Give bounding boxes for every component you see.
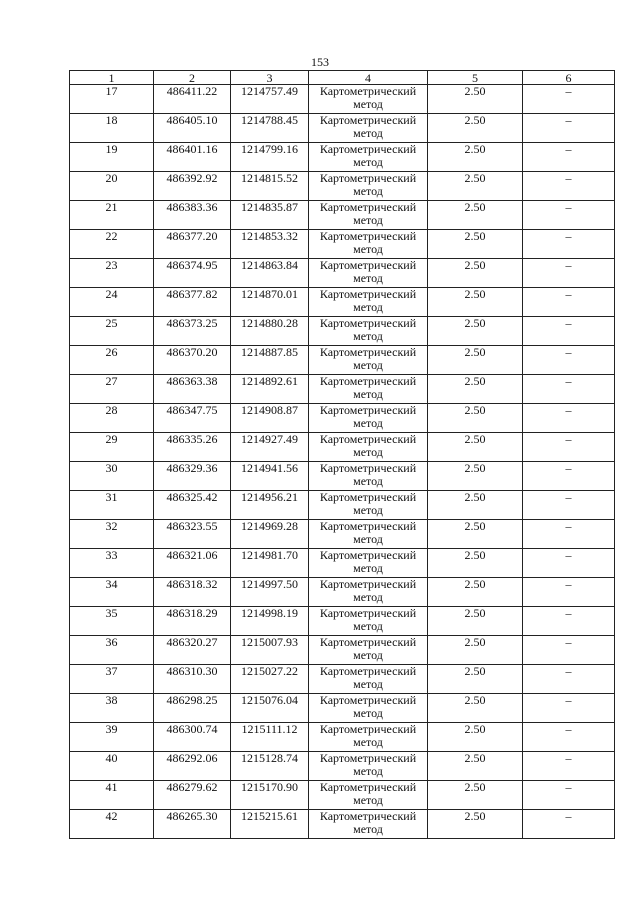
accuracy-cell: 2.50 [428, 404, 523, 433]
y-coordinate-cell: 1214998.19 [231, 607, 309, 636]
y-coordinate-cell: 1215170.90 [231, 781, 309, 810]
x-coordinate-cell: 486377.20 [154, 230, 231, 259]
table-row [70, 549, 615, 578]
accuracy-cell: 2.50 [428, 520, 523, 549]
table-row [70, 375, 615, 404]
note-cell: – [523, 752, 615, 781]
method-cell: Картометрический метод [309, 346, 428, 375]
y-coordinate-cell: 1214880.28 [231, 317, 309, 346]
note-cell: – [523, 607, 615, 636]
table-header [70, 71, 615, 85]
point-number-cell: 37 [70, 665, 154, 694]
note-cell: – [523, 230, 615, 259]
method-cell: Картометрический метод [309, 607, 428, 636]
accuracy-cell: 2.50 [428, 549, 523, 578]
note-cell: – [523, 143, 615, 172]
table-row [70, 85, 615, 114]
note-cell: – [523, 317, 615, 346]
table-body [70, 85, 615, 839]
table-row [70, 491, 615, 520]
x-coordinate-cell: 486310.30 [154, 665, 231, 694]
method-cell: Картометрический метод [309, 810, 428, 839]
y-coordinate-cell: 1214941.56 [231, 462, 309, 491]
table-row [70, 665, 615, 694]
note-cell: – [523, 781, 615, 810]
method-cell: Картометрический метод [309, 114, 428, 143]
method-cell: Картометрический метод [309, 520, 428, 549]
note-cell: – [523, 578, 615, 607]
note-cell: – [523, 636, 615, 665]
accuracy-cell: 2.50 [428, 578, 523, 607]
note-cell: – [523, 172, 615, 201]
point-number-cell: 31 [70, 491, 154, 520]
x-coordinate-cell: 486401.16 [154, 143, 231, 172]
accuracy-cell: 2.50 [428, 201, 523, 230]
column-header: 4 [309, 71, 428, 85]
table-row [70, 317, 615, 346]
accuracy-cell: 2.50 [428, 288, 523, 317]
y-coordinate-cell: 1215215.61 [231, 810, 309, 839]
accuracy-cell: 2.50 [428, 114, 523, 143]
column-header: 2 [154, 71, 231, 85]
point-number-cell: 25 [70, 317, 154, 346]
note-cell: – [523, 114, 615, 143]
y-coordinate-cell: 1215027.22 [231, 665, 309, 694]
y-coordinate-cell: 1214863.84 [231, 259, 309, 288]
method-cell: Картометрический метод [309, 259, 428, 288]
point-number-cell: 20 [70, 172, 154, 201]
x-coordinate-cell: 486370.20 [154, 346, 231, 375]
accuracy-cell: 2.50 [428, 694, 523, 723]
table-row [70, 694, 615, 723]
column-header: 6 [523, 71, 615, 85]
accuracy-cell: 2.50 [428, 723, 523, 752]
method-cell: Картометрический метод [309, 752, 428, 781]
note-cell: – [523, 665, 615, 694]
point-number-cell: 33 [70, 549, 154, 578]
method-cell: Картометрический метод [309, 433, 428, 462]
method-cell: Картометрический метод [309, 636, 428, 665]
accuracy-cell: 2.50 [428, 462, 523, 491]
y-coordinate-cell: 1214853.32 [231, 230, 309, 259]
x-coordinate-cell: 486374.95 [154, 259, 231, 288]
table-row [70, 230, 615, 259]
accuracy-cell: 2.50 [428, 491, 523, 520]
x-coordinate-cell: 486318.29 [154, 607, 231, 636]
y-coordinate-cell: 1214815.52 [231, 172, 309, 201]
accuracy-cell: 2.50 [428, 375, 523, 404]
point-number-cell: 40 [70, 752, 154, 781]
method-cell: Картометрический метод [309, 549, 428, 578]
point-number-cell: 35 [70, 607, 154, 636]
y-coordinate-cell: 1214908.87 [231, 404, 309, 433]
x-coordinate-cell: 486373.25 [154, 317, 231, 346]
point-number-cell: 34 [70, 578, 154, 607]
y-coordinate-cell: 1214892.61 [231, 375, 309, 404]
method-cell: Картометрический метод [309, 85, 428, 114]
x-coordinate-cell: 486335.26 [154, 433, 231, 462]
method-cell: Картометрический метод [309, 404, 428, 433]
table-row [70, 143, 615, 172]
x-coordinate-cell: 486392.92 [154, 172, 231, 201]
note-cell: – [523, 491, 615, 520]
column-header: 5 [428, 71, 523, 85]
accuracy-cell: 2.50 [428, 607, 523, 636]
point-number-cell: 38 [70, 694, 154, 723]
point-number-cell: 19 [70, 143, 154, 172]
note-cell: – [523, 85, 615, 114]
method-cell: Картометрический метод [309, 781, 428, 810]
y-coordinate-cell: 1214927.49 [231, 433, 309, 462]
accuracy-cell: 2.50 [428, 781, 523, 810]
table-row [70, 259, 615, 288]
table-row [70, 578, 615, 607]
method-cell: Картометрический метод [309, 201, 428, 230]
y-coordinate-cell: 1214870.01 [231, 288, 309, 317]
point-number-cell: 36 [70, 636, 154, 665]
note-cell: – [523, 723, 615, 752]
note-cell: – [523, 810, 615, 839]
note-cell: – [523, 462, 615, 491]
note-cell: – [523, 520, 615, 549]
point-number-cell: 23 [70, 259, 154, 288]
accuracy-cell: 2.50 [428, 636, 523, 665]
point-number-cell: 26 [70, 346, 154, 375]
point-number-cell: 30 [70, 462, 154, 491]
table-row [70, 288, 615, 317]
y-coordinate-cell: 1214887.85 [231, 346, 309, 375]
y-coordinate-cell: 1214835.87 [231, 201, 309, 230]
table-row [70, 462, 615, 491]
point-number-cell: 22 [70, 230, 154, 259]
column-header: 1 [70, 71, 154, 85]
table-row [70, 433, 615, 462]
point-number-cell: 39 [70, 723, 154, 752]
y-coordinate-cell: 1215111.12 [231, 723, 309, 752]
x-coordinate-cell: 486363.38 [154, 375, 231, 404]
method-cell: Картометрический метод [309, 288, 428, 317]
note-cell: – [523, 375, 615, 404]
note-cell: – [523, 288, 615, 317]
column-header: 3 [231, 71, 309, 85]
table-row [70, 201, 615, 230]
point-number-cell: 28 [70, 404, 154, 433]
x-coordinate-cell: 486298.25 [154, 694, 231, 723]
y-coordinate-cell: 1214981.70 [231, 549, 309, 578]
table-row [70, 607, 615, 636]
note-cell: – [523, 404, 615, 433]
y-coordinate-cell: 1214788.45 [231, 114, 309, 143]
x-coordinate-cell: 486411.22 [154, 85, 231, 114]
y-coordinate-cell: 1214799.16 [231, 143, 309, 172]
method-cell: Картометрический метод [309, 578, 428, 607]
accuracy-cell: 2.50 [428, 346, 523, 375]
table-row [70, 636, 615, 665]
y-coordinate-cell: 1215076.04 [231, 694, 309, 723]
method-cell: Картометрический метод [309, 491, 428, 520]
x-coordinate-cell: 486279.62 [154, 781, 231, 810]
accuracy-cell: 2.50 [428, 317, 523, 346]
method-cell: Картометрический метод [309, 665, 428, 694]
accuracy-cell: 2.50 [428, 752, 523, 781]
table-row [70, 781, 615, 810]
x-coordinate-cell: 486323.55 [154, 520, 231, 549]
accuracy-cell: 2.50 [428, 259, 523, 288]
method-cell: Картометрический метод [309, 375, 428, 404]
x-coordinate-cell: 486292.06 [154, 752, 231, 781]
point-number-cell: 42 [70, 810, 154, 839]
x-coordinate-cell: 486265.30 [154, 810, 231, 839]
page-number: 153 [311, 55, 329, 69]
method-cell: Картометрический метод [309, 172, 428, 201]
y-coordinate-cell: 1215128.74 [231, 752, 309, 781]
table-row [70, 404, 615, 433]
accuracy-cell: 2.50 [428, 230, 523, 259]
table-row [70, 346, 615, 375]
table-row [70, 172, 615, 201]
accuracy-cell: 2.50 [428, 85, 523, 114]
x-coordinate-cell: 486347.75 [154, 404, 231, 433]
table-row [70, 723, 615, 752]
point-number-cell: 21 [70, 201, 154, 230]
method-cell: Картометрический метод [309, 317, 428, 346]
point-number-cell: 32 [70, 520, 154, 549]
x-coordinate-cell: 486321.06 [154, 549, 231, 578]
x-coordinate-cell: 486320.27 [154, 636, 231, 665]
x-coordinate-cell: 486300.74 [154, 723, 231, 752]
point-number-cell: 27 [70, 375, 154, 404]
note-cell: – [523, 694, 615, 723]
table-row [70, 520, 615, 549]
method-cell: Картометрический метод [309, 462, 428, 491]
point-number-cell: 18 [70, 114, 154, 143]
point-number-cell: 17 [70, 85, 154, 114]
table-row [70, 752, 615, 781]
x-coordinate-cell: 486377.82 [154, 288, 231, 317]
method-cell: Картометрический метод [309, 694, 428, 723]
accuracy-cell: 2.50 [428, 143, 523, 172]
x-coordinate-cell: 486329.36 [154, 462, 231, 491]
y-coordinate-cell: 1214956.21 [231, 491, 309, 520]
accuracy-cell: 2.50 [428, 810, 523, 839]
point-number-cell: 29 [70, 433, 154, 462]
method-cell: Картометрический метод [309, 143, 428, 172]
accuracy-cell: 2.50 [428, 665, 523, 694]
point-number-cell: 41 [70, 781, 154, 810]
coordinates-table [69, 70, 615, 839]
accuracy-cell: 2.50 [428, 433, 523, 462]
y-coordinate-cell: 1214757.49 [231, 85, 309, 114]
y-coordinate-cell: 1215007.93 [231, 636, 309, 665]
x-coordinate-cell: 486383.36 [154, 201, 231, 230]
method-cell: Картометрический метод [309, 723, 428, 752]
table-row [70, 810, 615, 839]
x-coordinate-cell: 486325.42 [154, 491, 231, 520]
y-coordinate-cell: 1214969.28 [231, 520, 309, 549]
header-row [70, 71, 615, 85]
note-cell: – [523, 259, 615, 288]
note-cell: – [523, 346, 615, 375]
table-row [70, 114, 615, 143]
note-cell: – [523, 201, 615, 230]
y-coordinate-cell: 1214997.50 [231, 578, 309, 607]
method-cell: Картометрический метод [309, 230, 428, 259]
note-cell: – [523, 433, 615, 462]
note-cell: – [523, 549, 615, 578]
x-coordinate-cell: 486405.10 [154, 114, 231, 143]
point-number-cell: 24 [70, 288, 154, 317]
x-coordinate-cell: 486318.32 [154, 578, 231, 607]
accuracy-cell: 2.50 [428, 172, 523, 201]
